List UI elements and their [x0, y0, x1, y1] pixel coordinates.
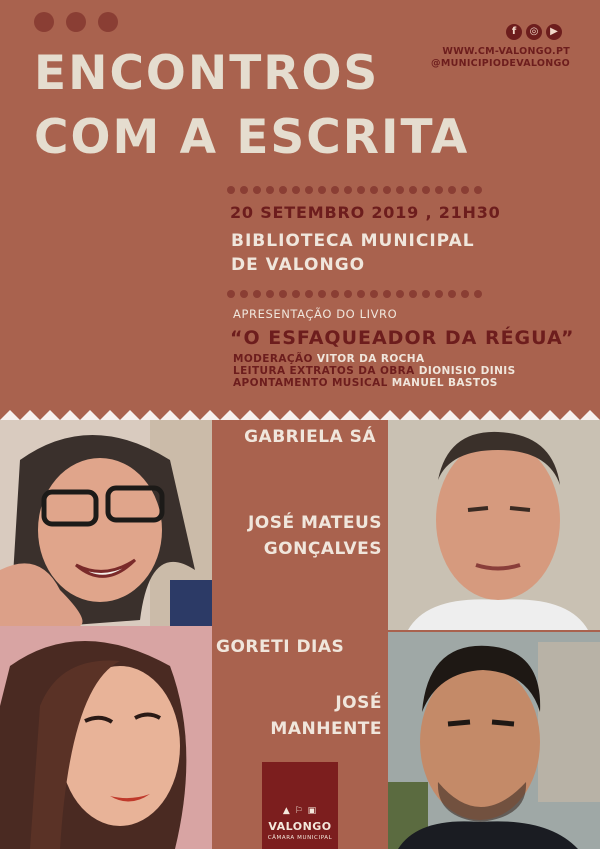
divider-dot [331, 290, 339, 298]
divider-dot [279, 290, 287, 298]
social-icons [506, 24, 562, 40]
divider-dot [344, 186, 352, 194]
divider-dot [474, 186, 482, 194]
divider-dot [344, 290, 352, 298]
decorative-dots [34, 12, 118, 32]
title-line-1: ENCONTROS [34, 46, 380, 101]
youtube-icon[interactable]: ▶ [546, 24, 562, 40]
credit-person: VITOR DA ROCHA [316, 353, 425, 365]
speaker-name-line-2: GONÇALVES [263, 539, 382, 559]
divider-dot [396, 186, 404, 194]
divider-dot [435, 186, 443, 194]
logo-subtitle: CÂMARA MUNICIPAL [267, 835, 333, 841]
divider-dot [292, 290, 300, 298]
dot [34, 12, 54, 32]
credit-role: LEITURA EXTRATOS DA OBRA [233, 365, 415, 377]
dotted-divider [227, 186, 493, 194]
divider-dot [396, 290, 404, 298]
divider-dot [357, 186, 365, 194]
divider-dot [279, 186, 287, 194]
credits-list [233, 353, 516, 389]
speaker-name-line-2: MANHENTE [270, 719, 382, 739]
speaker-name: GABRIELA SÁ [244, 427, 376, 447]
book-title: “O ESFAQUEADOR DA RÉGUA” [230, 327, 575, 349]
divider-dot [357, 290, 365, 298]
page-title [34, 42, 469, 170]
instagram-icon[interactable]: ◎ [526, 24, 542, 40]
venue-line-1: BIBLIOTECA MUNICIPAL [231, 231, 475, 251]
speaker-name-line-1: JOSÉ MATEUS [247, 513, 382, 533]
speaker-name [212, 510, 382, 562]
speaker-photo-jose-mateus [388, 420, 600, 630]
divider-dot [331, 186, 339, 194]
divider-dot [461, 186, 469, 194]
speaker-photo-goreti [0, 626, 212, 849]
website-link[interactable]: WWW.CM-VALONGO.PT [442, 46, 570, 57]
divider-dot [227, 290, 235, 298]
divider-dot [461, 290, 469, 298]
dotted-divider [227, 290, 493, 298]
credit-person: DIONISIO DINIS [418, 365, 516, 377]
speaker-photo-gabriela [0, 420, 212, 626]
event-datetime: 20 SETEMBRO 2019 , 21H30 [230, 203, 501, 222]
facebook-icon[interactable]: f [506, 24, 522, 40]
divider-dot [253, 290, 261, 298]
divider-dot [422, 290, 430, 298]
divider-dot [409, 290, 417, 298]
divider-dot [240, 186, 248, 194]
municipality-logo [262, 762, 338, 849]
logo-emblem-icon: ▲ ⚐ ▣ [282, 806, 318, 816]
divider-dot [435, 290, 443, 298]
credit-row [233, 353, 516, 365]
divider-dot [383, 290, 391, 298]
scalloped-edge [0, 406, 600, 420]
credit-row [233, 365, 516, 377]
credit-role: MODERAÇÃO [233, 353, 313, 365]
speaker-photo-jose-manhente [388, 632, 600, 849]
divider-dot [370, 186, 378, 194]
divider-dot [409, 186, 417, 194]
social-handle: @MUNICIPIODEVALONGO [431, 58, 570, 69]
speaker-name [212, 690, 382, 742]
divider-dot [305, 186, 313, 194]
event-venue [231, 229, 475, 277]
dot [98, 12, 118, 32]
divider-dot [240, 290, 248, 298]
divider-dot [253, 186, 261, 194]
divider-dot [292, 186, 300, 194]
speaker-name: GORETI DIAS [216, 637, 345, 657]
divider-dot [383, 186, 391, 194]
divider-dot [318, 290, 326, 298]
credit-role: APONTAMENTO MUSICAL [233, 377, 388, 389]
divider-dot [448, 186, 456, 194]
divider-dot [266, 290, 274, 298]
divider-dot [318, 186, 326, 194]
dot [66, 12, 86, 32]
venue-line-2: DE VALONGO [231, 255, 366, 275]
credit-person: MANUEL BASTOS [391, 377, 498, 389]
presentation-label: APRESENTAÇÃO DO LIVRO [233, 307, 398, 321]
divider-dot [266, 186, 274, 194]
divider-dot [227, 186, 235, 194]
divider-dot [305, 290, 313, 298]
logo-name: VALONGO [268, 820, 332, 833]
speaker-name-line-1: JOSÉ [335, 693, 382, 713]
divider-dot [474, 290, 482, 298]
divider-dot [422, 186, 430, 194]
title-line-2: COM A ESCRITA [34, 110, 470, 165]
credit-row [233, 377, 516, 389]
divider-dot [370, 290, 378, 298]
divider-dot [448, 290, 456, 298]
